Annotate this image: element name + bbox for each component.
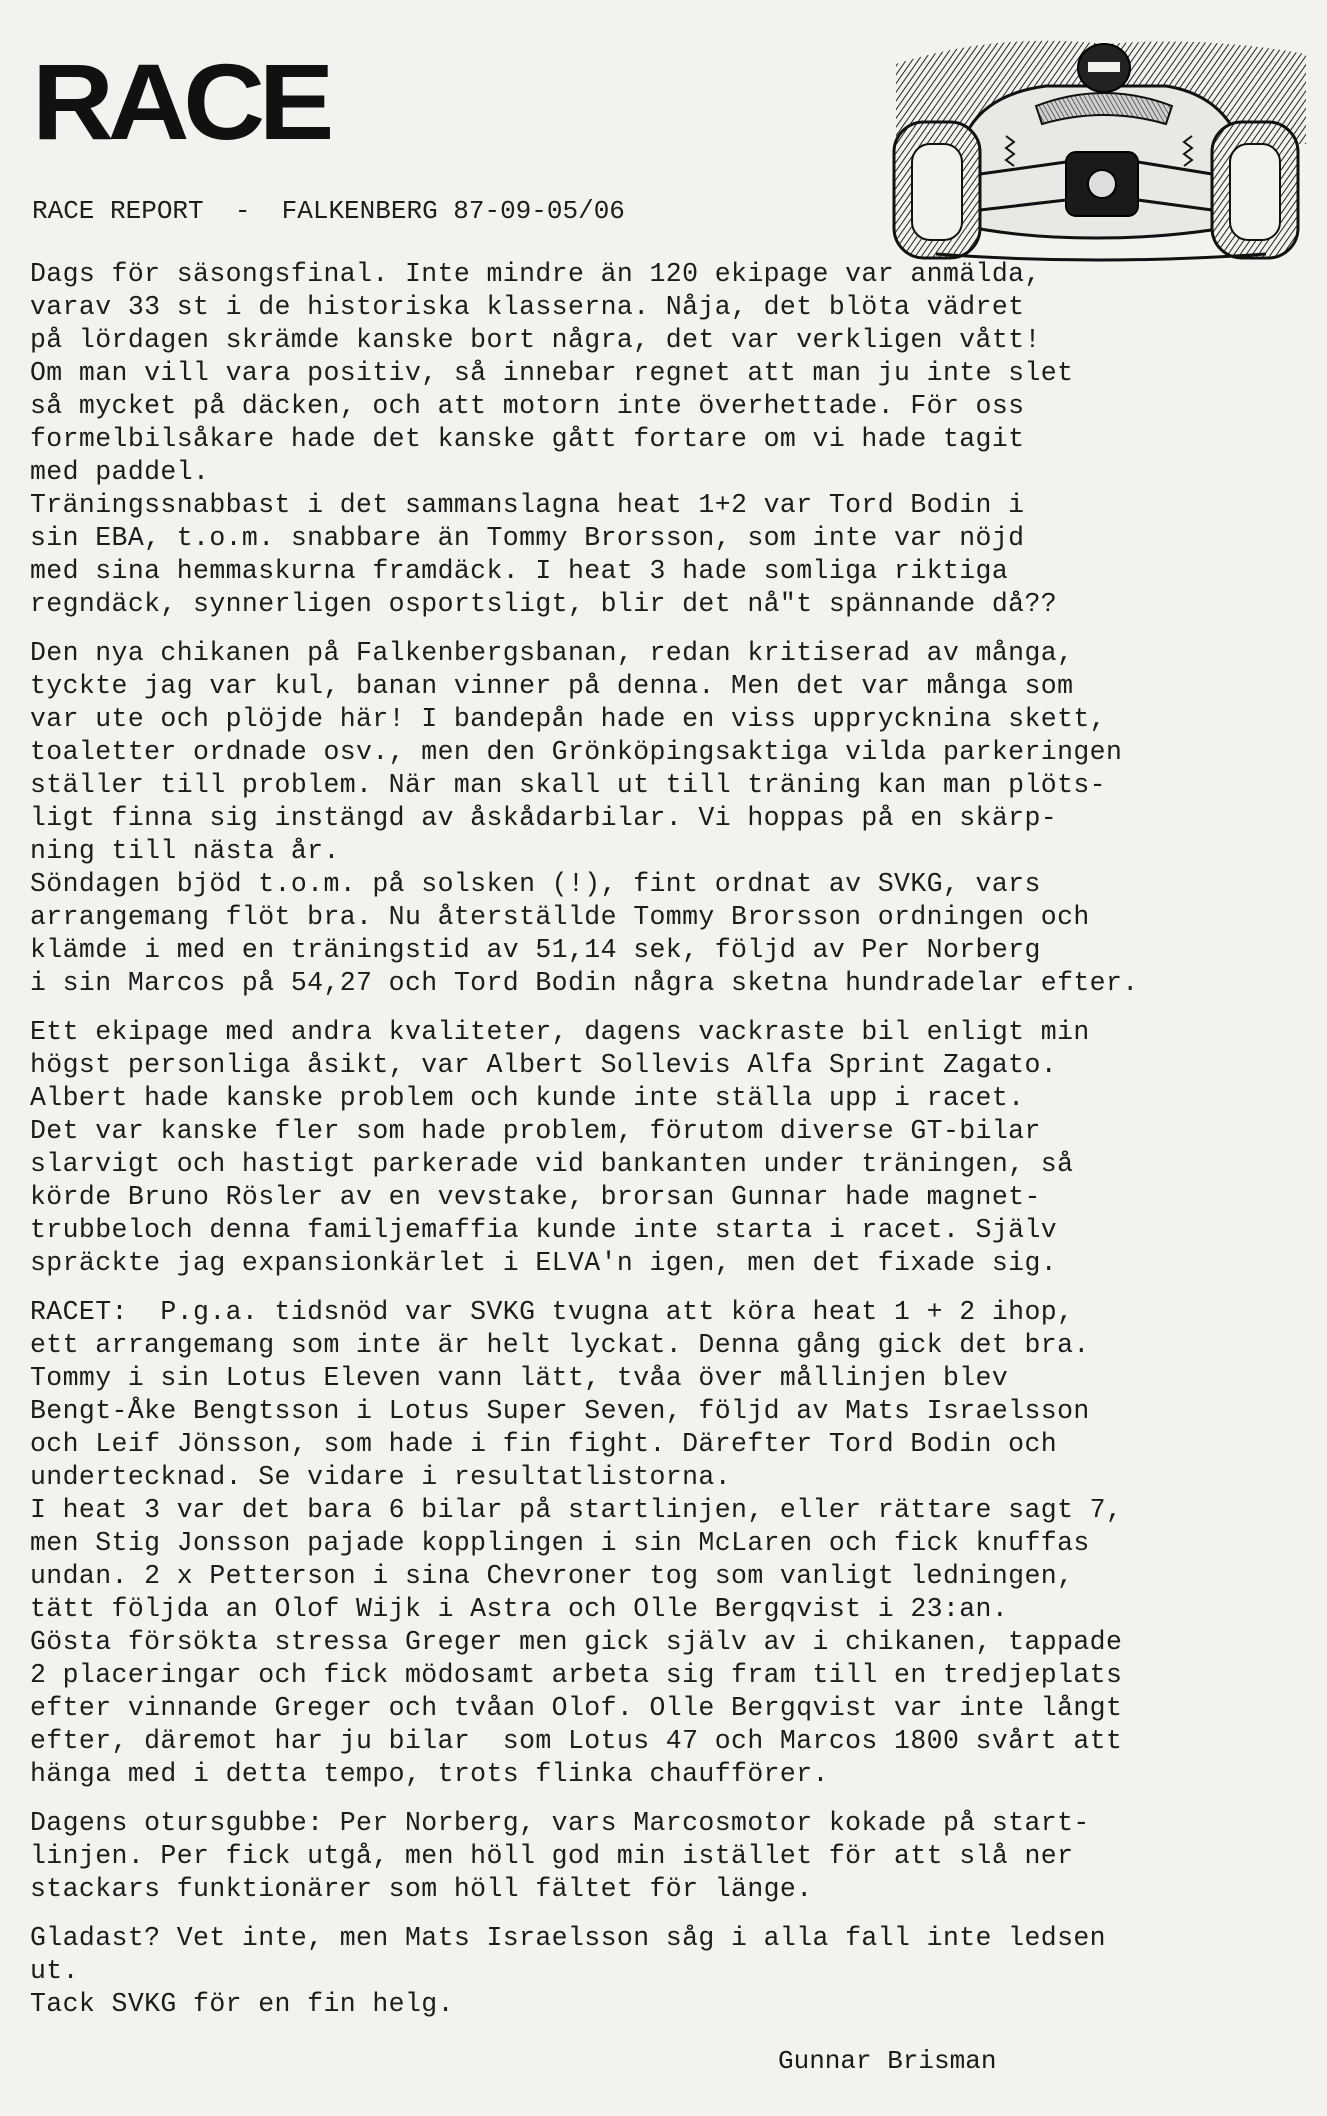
text-line: med paddel. (30, 457, 210, 487)
paragraph-otursgubbe (30, 1807, 1290, 1906)
race-report-heading: RACE REPORT - FALKENBERG 87-09-05/06 (32, 196, 625, 226)
text-line: Träningssnabbast i det sammanslagna heat 1+2 var Tord Bodin i (30, 490, 1025, 520)
text-line: trubbeloch denna familjemaffia kunde inte starta i racet. Själv (30, 1215, 1058, 1245)
text-line: efter vinnande Greger och tvåan Olof. Olle Bergqvist var inte långt (30, 1693, 1123, 1723)
text-line: Gösta försökta stressa Greger men gick själv av i chikanen, tappade (30, 1627, 1123, 1657)
report-body (30, 258, 1290, 2037)
text-line: sin EBA, t.o.m. snabbare än Tommy Brorsson, som inte var nöjd (30, 523, 1025, 553)
text-line: med sina hemmaskurna framdäck. I heat 3 hade somliga riktiga (30, 556, 1009, 586)
text-line: undertecknad. Se vidare i resultatlistorna. (30, 1462, 732, 1492)
text-line: körde Bruno Rösler av en vevstake, brorsan Gunnar hade magnet- (30, 1182, 1041, 1212)
text-line: formelbilsåkare hade det kanske gått fortare om vi hade tagit (30, 424, 1025, 454)
text-line: Dags för säsongsfinal. Inte mindre än 120 ekipage var anmälda, (30, 259, 1041, 289)
race-car-illustration (876, 24, 1316, 266)
text-line: i sin Marcos på 54,27 och Tord Bodin några sketna hundradelar efter. (30, 968, 1139, 998)
text-line: ut. (30, 1956, 79, 1986)
text-line: RACET: P.g.a. tidsnöd var SVKG tvugna att köra heat 1 + 2 ihop, (30, 1297, 1074, 1327)
text-line: Albert hade kanske problem och kunde inte ställa upp i racet. (30, 1083, 1025, 1113)
text-line: ställer till problem. När man skall ut till träning kan man plöts- (30, 770, 1106, 800)
text-line: ett arrangemang som inte är helt lyckat. Denna gång gick det bra. (30, 1330, 1090, 1360)
text-line: så mycket på däcken, och att motorn inte överhettade. För oss (30, 391, 1025, 421)
text-line: arrangemang flöt bra. Nu återställde Tommy Brorsson ordningen och (30, 902, 1090, 932)
text-line: efter, däremot har ju bilar som Lotus 47 och Marcos 1800 svårt att (30, 1726, 1123, 1756)
text-line: Tommy i sin Lotus Eleven vann lätt, tvåa över mållinjen blev (30, 1363, 1009, 1393)
text-line: tyckte jag var kul, banan vinner på denna. Men det var många som (30, 671, 1074, 701)
text-line: tätt följda an Olof Wijk i Astra och Olle Bergqvist i 23:an. (30, 1594, 1009, 1624)
text-line: men Stig Jonsson pajade kopplingen i sin McLaren och fick knuffas (30, 1528, 1090, 1558)
text-line: Bengt-Åke Bengtsson i Lotus Super Seven, följd av Mats Israelsson (30, 1396, 1090, 1426)
text-line: på lördagen skrämde kanske bort några, det var verkligen vått! (30, 325, 1041, 355)
paragraph-ekipage (30, 1016, 1290, 1280)
text-line: klämde i med en träningstid av 51,14 sek, följd av Per Norberg (30, 935, 1041, 965)
text-line: Tack SVKG för en fin helg. (30, 1989, 454, 2019)
paragraph-closing (30, 1922, 1290, 2021)
text-line: Det var kanske fler som hade problem, förutom diverse GT-bilar (30, 1116, 1041, 1146)
text-line: hänga med i detta tempo, trots flinka chaufförer. (30, 1759, 829, 1789)
text-line: I heat 3 var det bara 6 bilar på startlinjen, eller rättare sagt 7, (30, 1495, 1123, 1525)
text-line: toaletter ordnade osv., men den Grönköpingsaktiga vilda parkeringen (30, 737, 1123, 767)
text-line: linjen. Per fick utgå, men höll god min istället för att slå ner (30, 1841, 1074, 1871)
paragraph-racet (30, 1296, 1290, 1791)
text-line: stackars funktionärer som höll fältet för länge. (30, 1874, 813, 1904)
text-line: varav 33 st i de historiska klasserna. Nåja, det blöta vädret (30, 292, 1025, 322)
text-line: Ett ekipage med andra kvaliteter, dagens vackraste bil enligt min (30, 1017, 1090, 1047)
paragraph-chikane (30, 637, 1290, 1000)
paragraph-intro (30, 258, 1290, 621)
text-line: Söndagen bjöd t.o.m. på solsken (!), fint ordnat av SVKG, vars (30, 869, 1041, 899)
text-line: Gladast? Vet inte, men Mats Israelsson såg i alla fall inte ledsen (30, 1923, 1106, 1953)
text-line: var ute och plöjde här! I bandepån hade en viss upprycknina skett, (30, 704, 1106, 734)
text-line: ligt finna sig instängd av åskådarbilar. Vi hoppas på en skärp- (30, 803, 1058, 833)
text-line: spräckte jag expansionkärlet i ELVA'n igen, men det fixade sig. (30, 1248, 1058, 1278)
text-line: Den nya chikanen på Falkenbergsbanan, redan kritiserad av många, (30, 638, 1074, 668)
text-line: regndäck, synnerligen osportsligt, blir det nå"t spännande då?? (30, 589, 1058, 619)
author-signature: Gunnar Brisman (778, 2046, 997, 2076)
text-line: högst personliga åsikt, var Albert Sollevis Alfa Sprint Zagato. (30, 1050, 1058, 1080)
text-line: undan. 2 x Petterson i sina Chevroner tog som vanligt ledningen, (30, 1561, 1074, 1591)
text-line: slarvigt och hastigt parkerade vid bankanten under träningen, så (30, 1149, 1074, 1179)
race-logo: RACE (32, 41, 329, 162)
text-line: Om man vill vara positiv, så innebar regnet att man ju inte slet (30, 358, 1074, 388)
text-line: Dagens otursgubbe: Per Norberg, vars Marcosmotor kokade på start- (30, 1808, 1090, 1838)
text-line: ning till nästa år. (30, 836, 340, 866)
text-line: 2 placeringar och fick mödosamt arbeta sig fram till en tredjeplats (30, 1660, 1123, 1690)
text-line: och Leif Jönsson, som hade i fin fight. Därefter Tord Bodin och (30, 1429, 1058, 1459)
